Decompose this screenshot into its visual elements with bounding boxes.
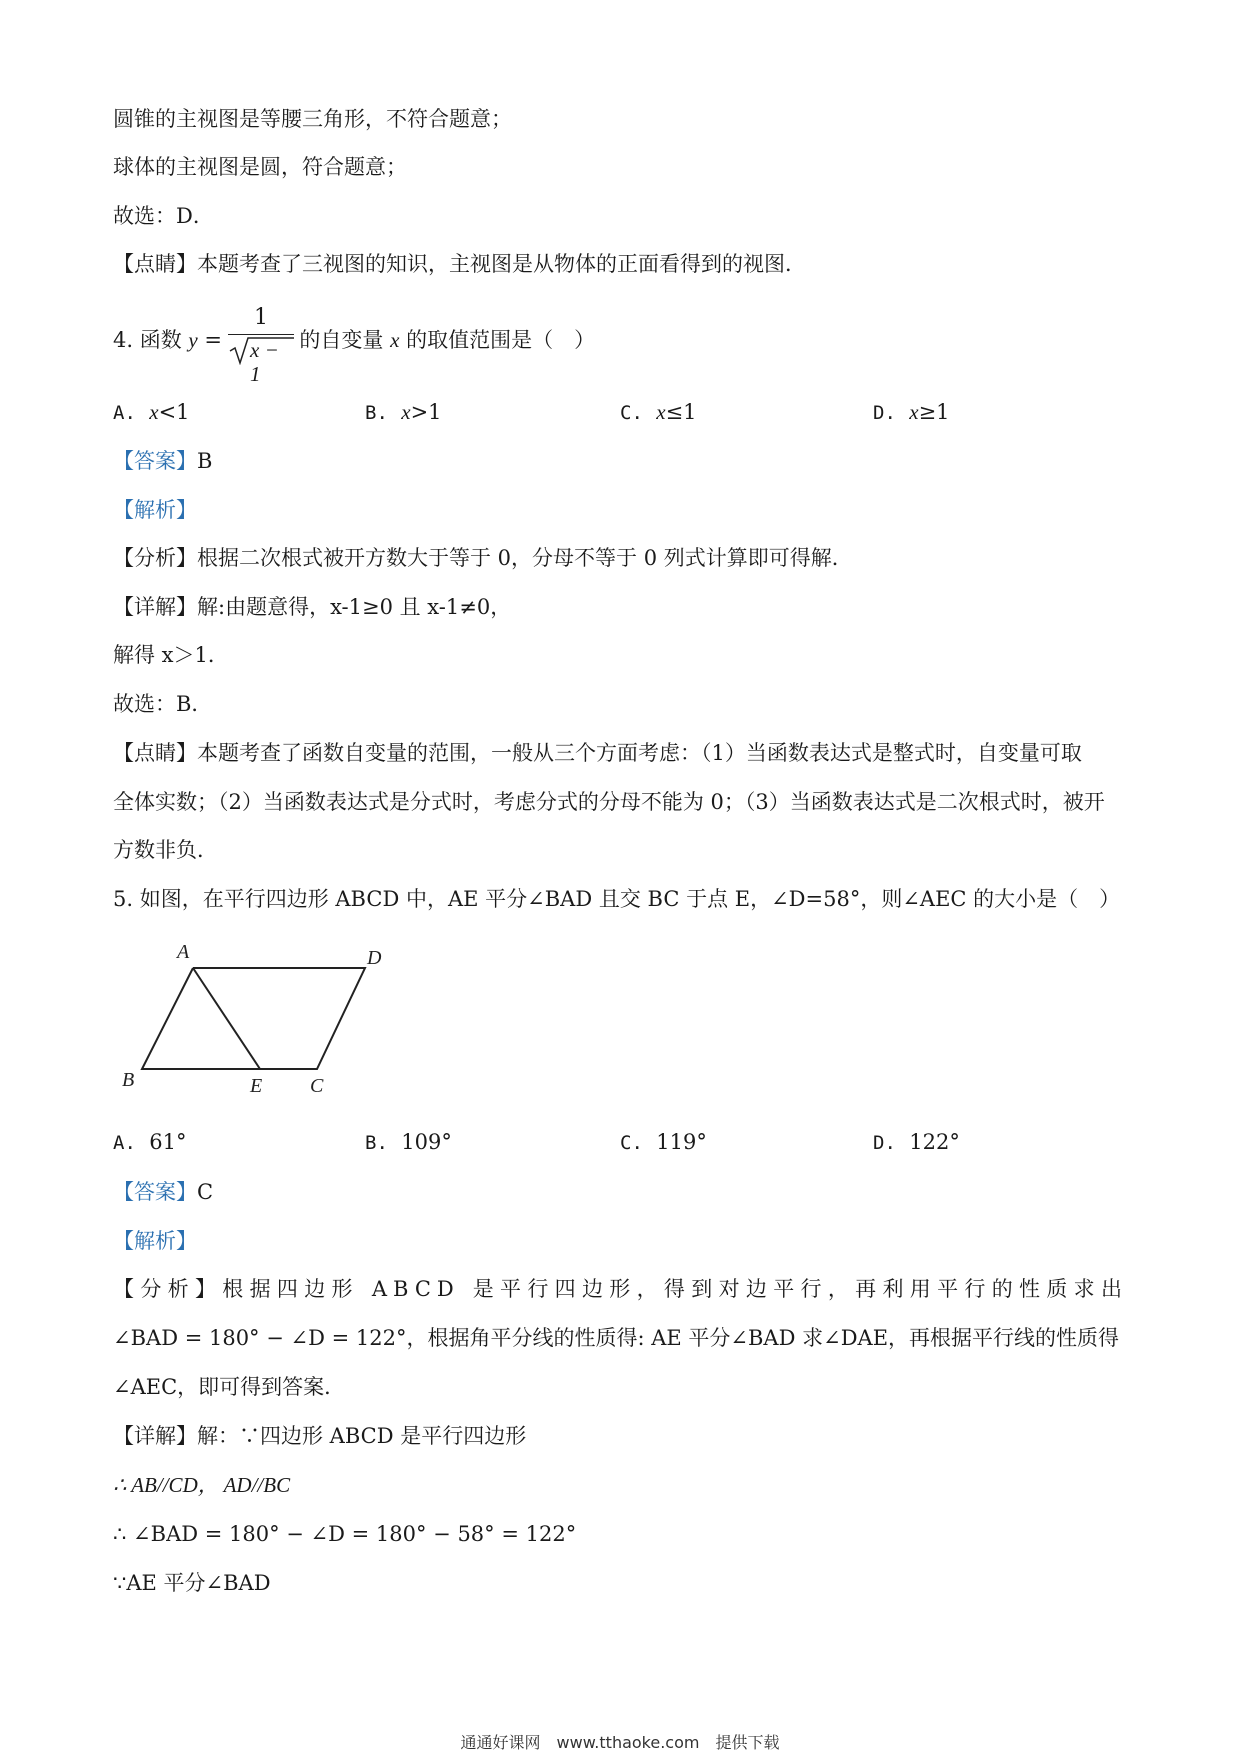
label-d: D: [367, 947, 382, 969]
q4-prefix: 4. 函数: [113, 328, 182, 352]
label-e: E: [250, 1075, 263, 1095]
q4-numerator: 1: [254, 305, 268, 330]
q4-fenxi: 【分析】根据二次根式被开方数大于等于 0，分母不等于 0 列式计算即可得解．: [113, 546, 853, 570]
q5-option-a: A. 61°: [113, 1130, 187, 1154]
q5-fenxi-3: ∠AEC，即可得到答案．: [113, 1375, 346, 1399]
q4-denominator: [228, 335, 294, 386]
parallelogram-abcd: [142, 968, 365, 1069]
q5-xiangjie: 【详解】解：∵四边形 ABCD 是平行四边形: [113, 1424, 527, 1448]
q5-step-angle: ∴ ∠BAD = 180° − ∠D = 180° − 58° = 122°: [113, 1522, 577, 1546]
q4-option-b: B. x>1: [365, 400, 442, 424]
q4-radicand: x − 1: [250, 338, 279, 386]
q4-option-d: D. x≥1: [873, 400, 950, 424]
q4-equals: =: [204, 328, 223, 352]
label-c: C: [310, 1075, 324, 1095]
q4-stem: [113, 326, 595, 354]
q4-dianjing-1: 【点睛】本题考查了函数自变量的范围，一般从三个方面考虑：（1）当函数表达式是整式时，自变量可取: [113, 741, 1082, 765]
q5-step-parallel: ∴ AB//CD， AD//BC: [113, 1473, 291, 1497]
q4-option-a: A. x<1: [113, 400, 190, 424]
q4-option-c: C. x≤1: [620, 400, 697, 424]
q5-stem: 5. 如图，在平行四边形 ABCD 中，AE 平分∠BAD 且交 BC 于点 E，∠D=58°，则∠AEC 的大小是（ ）: [113, 887, 1121, 911]
q4-x-var: x: [390, 328, 400, 352]
segment-ae: [193, 968, 260, 1069]
q4-xiangjie: 【详解】解:由题意得，x-1≥0 且 x-1≠0，: [113, 595, 512, 619]
q4-dianjing-2: 全体实数；（2）当函数表达式是分式时，考虑分式的分母不能为 0；（3）当函数表达式是二次根式时，被开: [113, 790, 1105, 814]
label-b: B: [122, 1069, 135, 1091]
q3-line-sphere: 球体的主视图是圆，符合题意；: [113, 155, 407, 179]
parallelogram-figure: [110, 935, 410, 1095]
q4-y-var: y: [188, 328, 198, 352]
page-footer: 通通好课网 www.tthaoke.com 提供下载: [460, 1733, 780, 1752]
q4-suffix-a: 的自变量: [299, 328, 384, 352]
q4-answer: 【答案】B: [113, 449, 213, 473]
q3-dianjing: 【点睛】本题考查了三视图的知识，主视图是从物体的正面看得到的视图．: [113, 252, 806, 276]
q4-jiede: 解得 x＞1．: [113, 643, 229, 667]
q5-step-bisector: ∵AE 平分∠BAD: [113, 1571, 271, 1595]
q5-option-b: B. 109°: [365, 1130, 452, 1154]
q5-analysis-tag: 【解析】: [113, 1229, 197, 1253]
q5-answer: 【答案】C: [113, 1180, 214, 1204]
q4-choice: 故选：B．: [113, 692, 213, 716]
q4-dianjing-3: 方数非负．: [113, 838, 218, 862]
q5-fenxi-2: ∠BAD = 180° − ∠D = 122°，根据角平分线的性质得: AE 平分∠BAD 求∠DAE，再根据平行线的性质得: [113, 1326, 1120, 1350]
q5-fenxi-1: 【分析】根据四边形 ABCD 是平行四边形，得到对边平行，再利用平行的性质求出: [113, 1277, 1128, 1301]
q4-fraction: [228, 305, 294, 386]
q5-option-d: D. 122°: [873, 1130, 960, 1154]
q5-option-c: C. 119°: [620, 1130, 707, 1154]
q3-choice: 故选：D．: [113, 204, 214, 228]
label-a: A: [177, 941, 190, 963]
q4-suffix-b: 的取值范围是（ ）: [406, 328, 596, 352]
q4-analysis-tag: 【解析】: [113, 498, 197, 522]
q3-line-cone: 圆锥的主视图是等腰三角形，不符合题意；: [113, 107, 512, 131]
